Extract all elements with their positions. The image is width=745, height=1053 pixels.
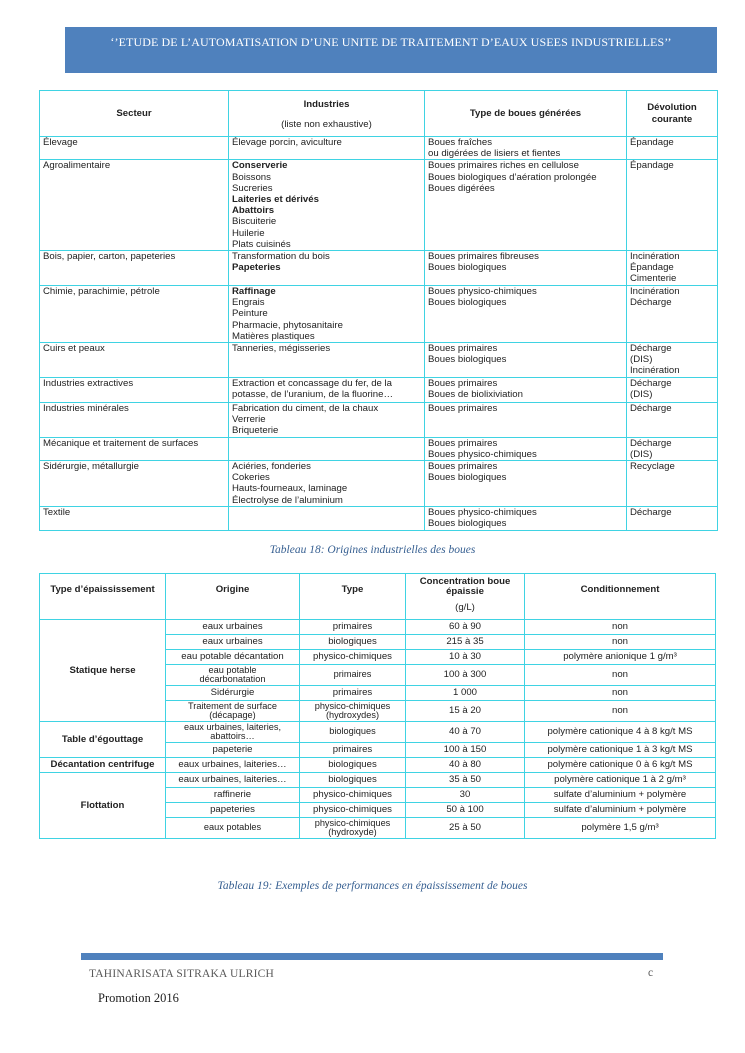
cell-type (300, 818, 406, 839)
industry-item: potasse, de l’uranium, de la fluorine… (232, 389, 394, 401)
cell-origine (166, 722, 300, 743)
cell-type-boues (425, 437, 627, 460)
devolution-item: (DIS) (630, 448, 653, 460)
table-row (40, 437, 718, 460)
cell-type-boues (425, 507, 627, 531)
header-type: Type (300, 574, 406, 620)
cell-concentration: 100 à 150 (406, 743, 525, 758)
cell-concentration: 30 (406, 788, 525, 803)
devolution-item: Incinération (630, 251, 680, 263)
origine-text: eau potable décantation (181, 652, 284, 662)
cell-conditionnement: non (525, 701, 716, 722)
boue-item: Boues digérées (428, 182, 495, 194)
origine-text: décarbonatation (199, 675, 266, 684)
industry-item: Boissons (232, 171, 271, 183)
devolution-item: Décharge (630, 507, 672, 519)
cell-secteur (40, 461, 229, 507)
secteur-text: Cuirs et peaux (43, 343, 105, 355)
cell-origine (166, 803, 300, 818)
cell-secteur (40, 437, 229, 460)
cell-concentration: 10 à 30 (406, 650, 525, 665)
cell-origine (166, 620, 300, 635)
origine-text: eaux urbaines, laiteries… (178, 760, 287, 770)
industry-item: Raffinage (232, 286, 276, 298)
cell-industries (229, 507, 425, 531)
cell-origine (166, 686, 300, 701)
header-origine: Origine (166, 574, 300, 620)
boue-item: Boues primaires (428, 437, 498, 449)
boue-item: Boues fraîches (428, 137, 492, 148)
cell-type (300, 665, 406, 686)
cell-origine (166, 701, 300, 722)
type-text: biologiques (329, 727, 376, 737)
boue-item: Boues primaires (428, 343, 498, 355)
cell-devolution (627, 378, 718, 403)
cell-type (300, 701, 406, 722)
cell-industries (229, 378, 425, 403)
table-row (40, 160, 718, 251)
boue-item: ou digérées de lisiers et fientes (428, 148, 561, 160)
cell-conditionnement: non (525, 620, 716, 635)
industry-item: Fabrication du ciment, de la chaux (232, 403, 379, 415)
cell-industries (229, 137, 425, 160)
cell-conditionnement: sulfate d’aluminium + polymère (525, 803, 716, 818)
page-header-band (65, 27, 717, 73)
industry-item: Élevage porcin, aviculture (232, 137, 342, 148)
devolution-item: Décharge (630, 437, 672, 449)
header-secteur: Secteur (40, 91, 229, 137)
type-text: physico-chimiques (313, 790, 392, 800)
cell-type (300, 803, 406, 818)
industry-item: Briqueterie (232, 425, 279, 437)
header-conditionnement: Conditionnement (525, 574, 716, 620)
cell-secteur (40, 343, 229, 378)
type-text: physico-chimiques (314, 818, 391, 828)
type-text: biologiques (328, 775, 377, 785)
cell-origine (166, 758, 300, 773)
cell-industries (229, 461, 425, 507)
table-row (40, 507, 718, 531)
industry-item: Cokeries (232, 472, 270, 484)
cell-concentration: 25 à 50 (406, 818, 525, 839)
industry-item: Huilerie (232, 227, 265, 239)
cell-type-boues (425, 251, 627, 286)
type-text: (hydroxydes) (325, 711, 380, 720)
cell-type-epaississement: Table d’égouttage (40, 722, 166, 758)
secteur-text: Élevage (43, 137, 78, 148)
table-row (40, 758, 716, 773)
table-18-caption: Tableau 18: Origines industrielles des boues (269, 544, 476, 556)
origine-text: Sidérurgie (210, 688, 255, 698)
industry-item: Électrolyse de l’aluminium (232, 494, 343, 506)
cell-secteur (40, 403, 229, 438)
industry-item: Peinture (232, 308, 268, 320)
header-type-epaississement: Type d’épaississement (40, 574, 166, 620)
table-row (40, 286, 718, 343)
secteur-text: Chimie, parachimie, pétrole (43, 286, 160, 298)
type-text: biologiques (328, 760, 377, 770)
cell-secteur (40, 251, 229, 286)
boue-item: Boues biologiques (428, 518, 507, 530)
boue-item: Boues primaires fibreuses (428, 251, 539, 263)
cell-conditionnement: polymère cationique 0 à 6 kg/t MS (525, 758, 716, 773)
cell-conditionnement: sulfate d’aluminium + polymère (525, 788, 716, 803)
devolution-item: Cimenterie (630, 273, 677, 285)
header-type-boues: Type de boues générées (425, 91, 627, 137)
cell-concentration: 35 à 50 (406, 773, 525, 788)
origine-text: papeterie (212, 745, 253, 755)
cell-conditionnement: non (525, 686, 716, 701)
cell-devolution (627, 160, 718, 251)
devolution-item: Épandage (630, 262, 674, 274)
devolution-item: Décharge (630, 403, 672, 415)
cell-concentration: 215 à 35 (406, 635, 525, 650)
devolution-item: (DIS) (630, 389, 653, 401)
devolution-item: Épandage (630, 160, 674, 172)
cell-origine (166, 635, 300, 650)
type-text: primaires (332, 622, 373, 632)
industry-item: Engrais (232, 297, 265, 309)
cell-type-boues (425, 137, 627, 160)
type-text: physico-chimiques (314, 701, 391, 711)
boue-item: Boues biologiques (428, 297, 507, 309)
industry-item: Extraction et concassage du fer, de la (232, 378, 392, 390)
cell-conditionnement: polymère cationique 1 à 2 g/m³ (525, 773, 716, 788)
cell-type (300, 620, 406, 635)
devolution-item: (DIS) (630, 354, 653, 366)
cell-concentration: 15 à 20 (406, 701, 525, 722)
cell-type-boues (425, 160, 627, 251)
cell-industries (229, 403, 425, 438)
cell-type (300, 773, 406, 788)
origine-text: eaux urbaines (202, 622, 263, 632)
table-row (40, 773, 716, 788)
secteur-text: Agroalimentaire (43, 160, 111, 172)
cell-type (300, 788, 406, 803)
boue-item: Boues physico-chimiques (428, 507, 537, 519)
cell-conditionnement: polymère 1,5 g/m³ (525, 818, 716, 839)
boue-item: Boues biologiques (428, 262, 507, 274)
table-19-performances-epaississement (39, 573, 716, 839)
cell-origine (166, 665, 300, 686)
footer-promotion: Promotion 2016 (98, 991, 179, 1005)
cell-industries (229, 251, 425, 286)
cell-secteur (40, 286, 229, 343)
devolution-item: Décharge (630, 297, 672, 309)
cell-concentration: 60 à 90 (406, 620, 525, 635)
cell-devolution (627, 403, 718, 438)
boue-item: Boues primaires (428, 378, 498, 390)
cell-type (300, 743, 406, 758)
cell-type-boues (425, 403, 627, 438)
origine-text: eau potable (208, 665, 257, 675)
industry-item: Transformation du bois (232, 251, 330, 263)
origine-text: raffinerie (213, 790, 252, 800)
cell-origine (166, 773, 300, 788)
industry-item: Aciéries, fonderies (232, 461, 311, 473)
table-18-origines-industrielles (39, 90, 718, 531)
cell-type-boues (425, 461, 627, 507)
type-text: (hydroxyde) (328, 828, 377, 837)
type-text: primaires (333, 670, 372, 680)
industry-item: Papeteries (232, 262, 281, 274)
table-row (40, 620, 716, 635)
cell-devolution (627, 507, 718, 531)
cell-type-epaississement: Décantation centrifuge (40, 758, 166, 773)
table-row (40, 461, 718, 507)
cell-conditionnement: polymère anionique 1 g/m³ (525, 650, 716, 665)
secteur-text: Industries extractives (43, 378, 134, 390)
footer-divider (81, 953, 663, 960)
table-row (40, 403, 718, 438)
cell-concentration: 1 000 (406, 686, 525, 701)
cell-devolution (627, 343, 718, 378)
document-title: ‘’ETUDE DE L’AUTOMATISATION D’UNE UNITE DE TRAITEMENT D’EAUX USEES INDUSTRIELLES’’ (110, 35, 672, 49)
cell-type (300, 650, 406, 665)
cell-type-boues (425, 343, 627, 378)
cell-conditionnement: polymère cationique 1 à 3 kg/t MS (525, 743, 716, 758)
cell-industries (229, 343, 425, 378)
cell-conditionnement: non (525, 635, 716, 650)
industry-item: Plats cuisinés (232, 238, 291, 250)
cell-type-epaississement: Flottation (40, 773, 166, 839)
boue-item: Boues physico-chimiques (428, 286, 537, 298)
boue-item: Boues primaires riches en cellulose (428, 160, 579, 172)
secteur-text: Textile (43, 507, 71, 519)
industry-item: Conserverie (232, 160, 288, 172)
cell-type-boues (425, 286, 627, 343)
devolution-item: Décharge (630, 343, 672, 355)
secteur-text: Mécanique et traitement de surfaces (43, 437, 199, 449)
secteur-text: Sidérurgie, métallurgie (43, 461, 139, 473)
industry-item: Verrerie (232, 414, 266, 426)
cell-devolution (627, 286, 718, 343)
industry-item: Abattoirs (232, 205, 275, 217)
boue-item: Boues biologiques (428, 472, 507, 484)
table-row (40, 722, 716, 743)
boue-item: Boues primaires (428, 461, 498, 473)
cell-industries (229, 437, 425, 460)
boue-item: Boues biologiques d’aération prolongée (428, 171, 597, 183)
devolution-item: Incinération (630, 365, 680, 377)
origine-text: (décapage) (209, 711, 256, 720)
origine-text: eaux urbaines (202, 637, 263, 647)
industry-item: Hauts-fourneaux, laminage (232, 483, 348, 495)
cell-industries (229, 160, 425, 251)
boue-item: Boues de biolixiviation (428, 389, 523, 401)
industry-item: Matières plastiques (232, 330, 315, 342)
cell-secteur (40, 160, 229, 251)
cell-type-boues (425, 378, 627, 403)
industry-item: Biscuiterie (232, 216, 277, 228)
cell-type-epaississement: Statique herse (40, 620, 166, 722)
cell-industries (229, 286, 425, 343)
industry-item: Sucreries (232, 182, 273, 194)
footer-author: TAHINARISATA SITRAKA ULRICH (89, 968, 275, 980)
cell-devolution (627, 251, 718, 286)
cell-concentration: 40 à 70 (406, 722, 525, 743)
table-19-caption: Tableau 19: Exemples de performances en épaississement de boues (217, 880, 528, 892)
origine-text: abattoirs… (210, 732, 255, 741)
cell-type (300, 758, 406, 773)
cell-concentration: 40 à 80 (406, 758, 525, 773)
origine-text: eaux potables (203, 823, 262, 833)
devolution-item: Décharge (630, 378, 672, 390)
type-text: primaires (332, 745, 373, 755)
cell-type (300, 686, 406, 701)
boue-item: Boues biologiques (428, 354, 507, 366)
secteur-text: Bois, papier, carton, papeteries (43, 251, 176, 263)
origine-text: eaux urbaines, laiteries, (183, 722, 282, 732)
cell-secteur (40, 507, 229, 531)
origine-text: Traitement de surface (187, 701, 278, 711)
cell-devolution (627, 437, 718, 460)
cell-origine (166, 650, 300, 665)
cell-concentration: 50 à 100 (406, 803, 525, 818)
cell-devolution (627, 137, 718, 160)
table-row (40, 343, 718, 378)
cell-origine (166, 743, 300, 758)
origine-text: papeteries (210, 805, 255, 815)
header-industries: Industries (liste non exhaustive) (229, 91, 425, 137)
type-text: physico-chimiques (313, 805, 392, 815)
origine-text: eaux urbaines, laiteries… (178, 775, 287, 785)
industry-item: Laiteries et dérivés (232, 194, 319, 206)
cell-origine (166, 818, 300, 839)
footer-page-number: c (648, 967, 654, 979)
header-concentration: Concentration boue épaissie (g/L) (406, 574, 525, 620)
header-devolution: Dévolution courante (627, 91, 718, 137)
cell-concentration: 100 à 300 (406, 665, 525, 686)
cell-conditionnement: polymère cationique 4 à 8 kg/t MS (525, 722, 716, 743)
table-row (40, 137, 718, 160)
table-row (40, 251, 718, 286)
type-text: biologiques (328, 637, 377, 647)
table-row (40, 378, 718, 403)
cell-devolution (627, 461, 718, 507)
cell-type (300, 722, 406, 743)
boue-item: Boues physico-chimiques (428, 448, 537, 460)
cell-type (300, 635, 406, 650)
cell-conditionnement: non (525, 665, 716, 686)
type-text: primaires (332, 688, 373, 698)
devolution-item: Recyclage (630, 461, 675, 473)
boue-item: Boues primaires (428, 403, 498, 415)
industry-item: Pharmacie, phytosanitaire (232, 319, 343, 331)
type-text: physico-chimiques (313, 652, 392, 662)
cell-secteur (40, 137, 229, 160)
cell-secteur (40, 378, 229, 403)
cell-origine (166, 788, 300, 803)
devolution-item: Incinération (630, 286, 680, 298)
secteur-text: Industries minérales (43, 403, 129, 415)
industry-item: Tanneries, mégisseries (232, 343, 331, 355)
devolution-item: Épandage (630, 137, 674, 148)
